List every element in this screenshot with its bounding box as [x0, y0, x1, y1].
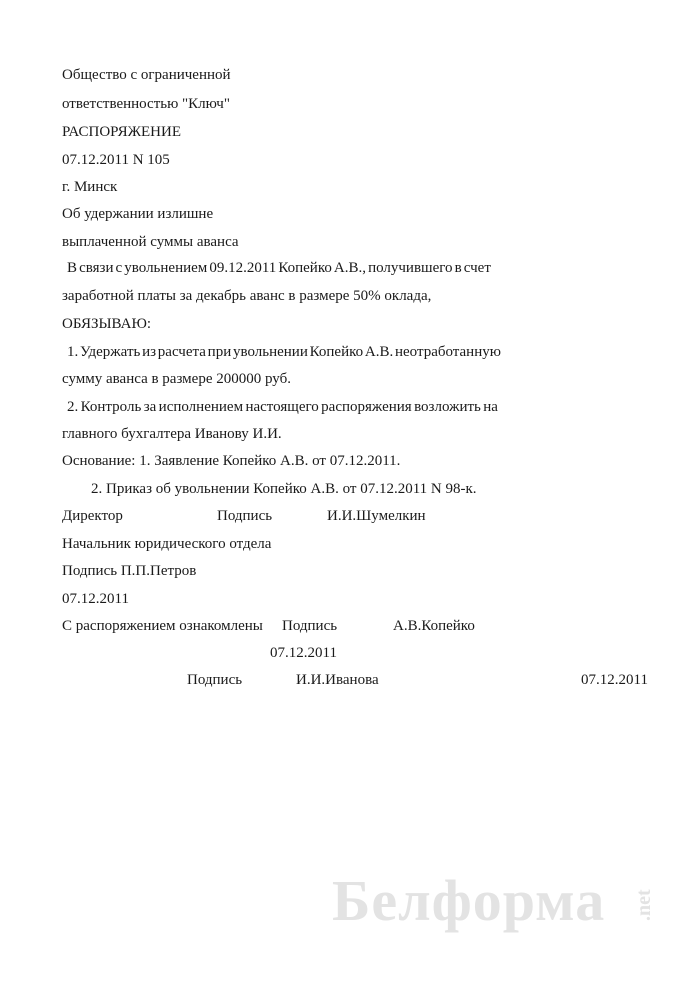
word: В — [67, 260, 78, 276]
director-title: Директор — [62, 508, 123, 524]
word: 09.12.2011 — [209, 260, 277, 276]
word: из — [142, 344, 157, 360]
word: 2. — [67, 399, 79, 415]
acquainted-signature-2: Подпись — [187, 672, 243, 688]
acquainted-name-2: И.И.Иванова — [296, 672, 379, 688]
word: исполнением — [158, 399, 244, 415]
word: настоящего — [245, 399, 319, 415]
word: получившего — [368, 260, 453, 276]
word: с — [115, 260, 123, 276]
watermark-logo-suffix: .net — [633, 889, 655, 921]
item-1-line-2: сумму аванса в размере 200000 руб. — [62, 371, 291, 387]
word: распоряжения — [321, 399, 412, 415]
legal-head-title: Начальник юридического отдела — [62, 536, 272, 552]
legal-head-date: 07.12.2011 — [62, 591, 129, 607]
director-name: И.И.Шумелкин — [327, 508, 426, 524]
basis-line-1: Основание: 1. Заявление Копейко А.В. от 07.12.2011. — [62, 453, 401, 469]
acquainted-name-1: А.В.Копейко — [393, 618, 475, 634]
subject-line-2: выплаченной суммы аванса — [62, 234, 239, 250]
item-1-line-1 — [67, 343, 501, 361]
obligate-heading: ОБЯЗЫВАЮ: — [62, 316, 152, 332]
word: Удержать — [80, 344, 141, 360]
word: неотработанную — [394, 344, 501, 360]
acquainted-date-2: 07.12.2011 — [581, 672, 648, 688]
legal-head-signature: Подпись П.П.Петров — [62, 563, 197, 579]
word: увольнении — [232, 344, 308, 360]
word: Копейко — [278, 260, 332, 276]
document-city: г. Минск — [62, 179, 118, 195]
acquainted-label: С распоряжением ознакомлены — [62, 618, 263, 634]
director-signature: Подпись — [217, 508, 273, 524]
word: за — [143, 399, 157, 415]
word: А.В. — [364, 344, 394, 360]
word: расчета — [157, 344, 206, 360]
subject-line-1: Об удержании излишне — [62, 206, 214, 222]
word: счет — [463, 260, 491, 276]
watermark-logo: Белформа — [332, 868, 606, 933]
acquainted-signature-1: Подпись — [282, 618, 338, 634]
word: Контроль — [80, 399, 142, 415]
org-name-line-1: Общество с ограниченной — [62, 67, 231, 83]
basis-line-2: 2. Приказ об увольнении Копейко А.В. от 07.12.2011 N 98-к. — [91, 481, 477, 497]
org-name-line-2: ответственностью "Ключ" — [62, 96, 230, 112]
word: связи — [79, 260, 114, 276]
word: при — [207, 344, 232, 360]
word: на — [483, 399, 498, 415]
acquainted-date-1: 07.12.2011 — [270, 645, 337, 661]
word: возложить — [414, 399, 481, 415]
item-2-line-2: главного бухгалтера Иванову И.И. — [62, 426, 282, 442]
preamble-line-2: заработной платы за декабрь аванс в размере 50% оклада, — [62, 288, 432, 304]
word: в — [454, 260, 462, 276]
document-type: РАСПОРЯЖЕНИЕ — [62, 124, 182, 140]
word: Копейко — [309, 344, 364, 360]
document-date-number: 07.12.2011 N 105 — [62, 152, 170, 168]
preamble-line-1 — [67, 259, 491, 277]
word: 1. — [67, 344, 79, 360]
word: А.В., — [333, 260, 367, 276]
item-2-line-1 — [67, 398, 498, 416]
word: увольнением — [124, 260, 208, 276]
